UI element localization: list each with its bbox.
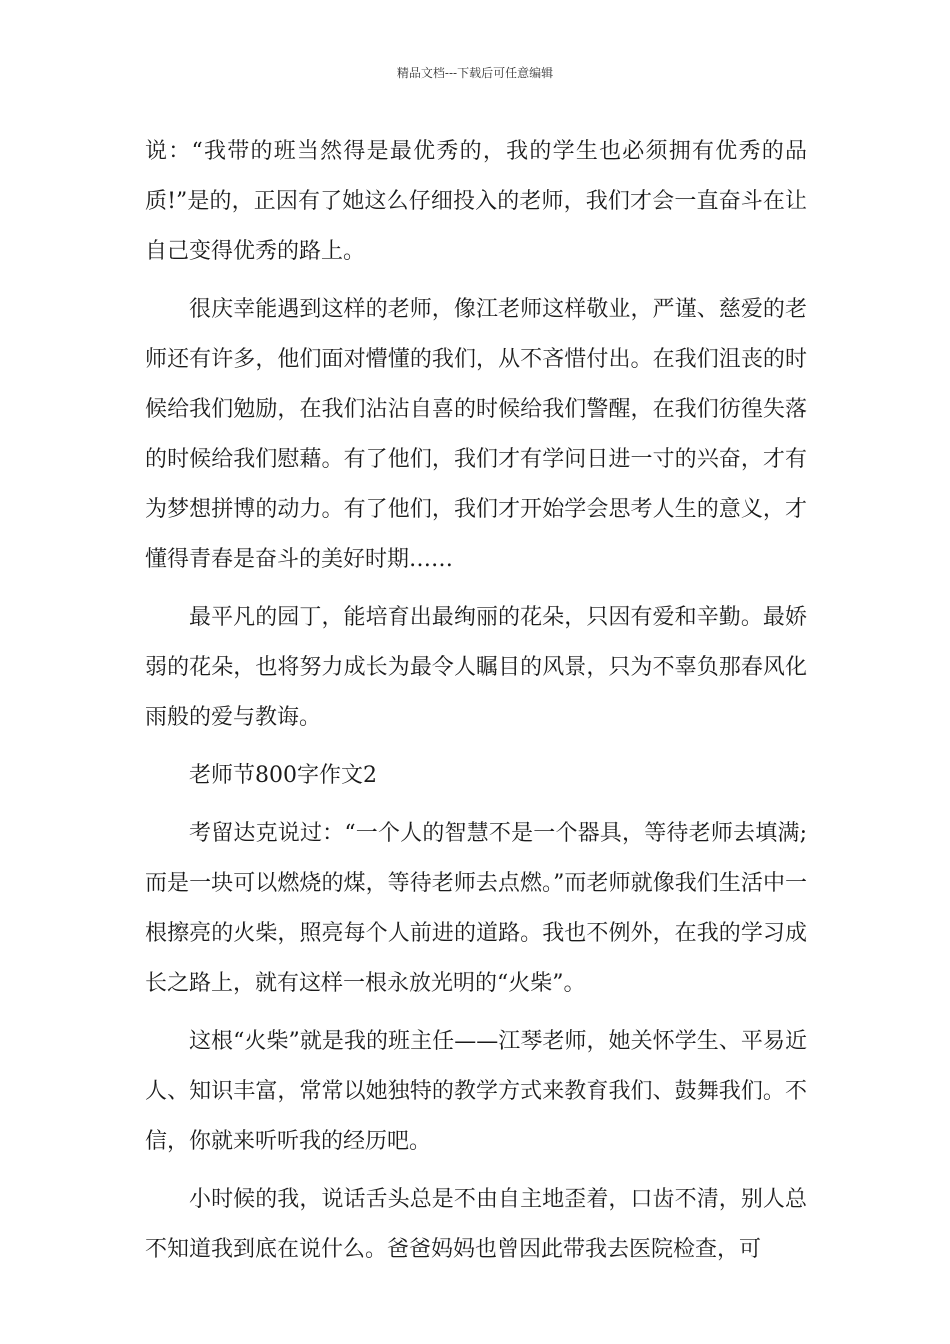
paragraph-teachers: 很庆幸能遇到这样的老师，像江老师这样敬业，严谨、慈爱的老师还有许多，他们面对懵懂的我们，从不吝惜付出。在我们沮丧的时候给我们勉励，在我们沾沾自喜的时候给我们警醒，在我们彷徨失落的时候给我们慰藉。有了他们，我们才有学问日进一寸的兴奋，才有为梦想拼博的动力。有了他们，我们才开始学会思考人生的意义，才懂得青春是奋斗的美好时期…… [145,297,807,572]
essay-title: 老师节800字作文2 [189,763,377,788]
paragraph-continuation: 说：“我带的班当然得是最优秀的，我的学生也必须拥有优秀的品质!”是的，正因有了她这么仔细投入的老师，我们才会一直奋斗在让自己变得优秀的路上。 [145,139,807,264]
paragraph-gardener: 最平凡的园丁，能培育出最绚丽的花朵，只因有爱和辛勤。最娇弱的花朵，也将努力成长为最令人瞩目的风景，只为不辜负那春风化雨般的爱与教诲。 [145,605,807,730]
paragraph-quote: 考留达克说过：“一个人的智慧不是一个器具，等待老师去填满;而是一块可以燃烧的煤，等待老师去点燃。”而老师就像我们生活中一根擦亮的火柴，照亮每个人前进的道路。我也不例外，在我的学习成长之路上，就有这样一根永放光明的“火柴”。 [145,821,807,996]
page-header: 精品文档---下载后可任意编辑 [396,66,554,80]
document-body [145,127,807,1283]
paragraph-childhood: 小时候的我，说话舌头总是不由自主地歪着，口齿不清，别人总不知道我到底在说什么。爸爸妈妈也曾因此带我去医院检查，可 [145,1187,807,1262]
paragraph-match: 这根“火柴”就是我的班主任——江琴老师，她关怀学生、平易近人、知识丰富，常常以她独特的教学方式来教育我们、鼓舞我们。不信，你就来听听我的经历吧。 [145,1029,807,1154]
